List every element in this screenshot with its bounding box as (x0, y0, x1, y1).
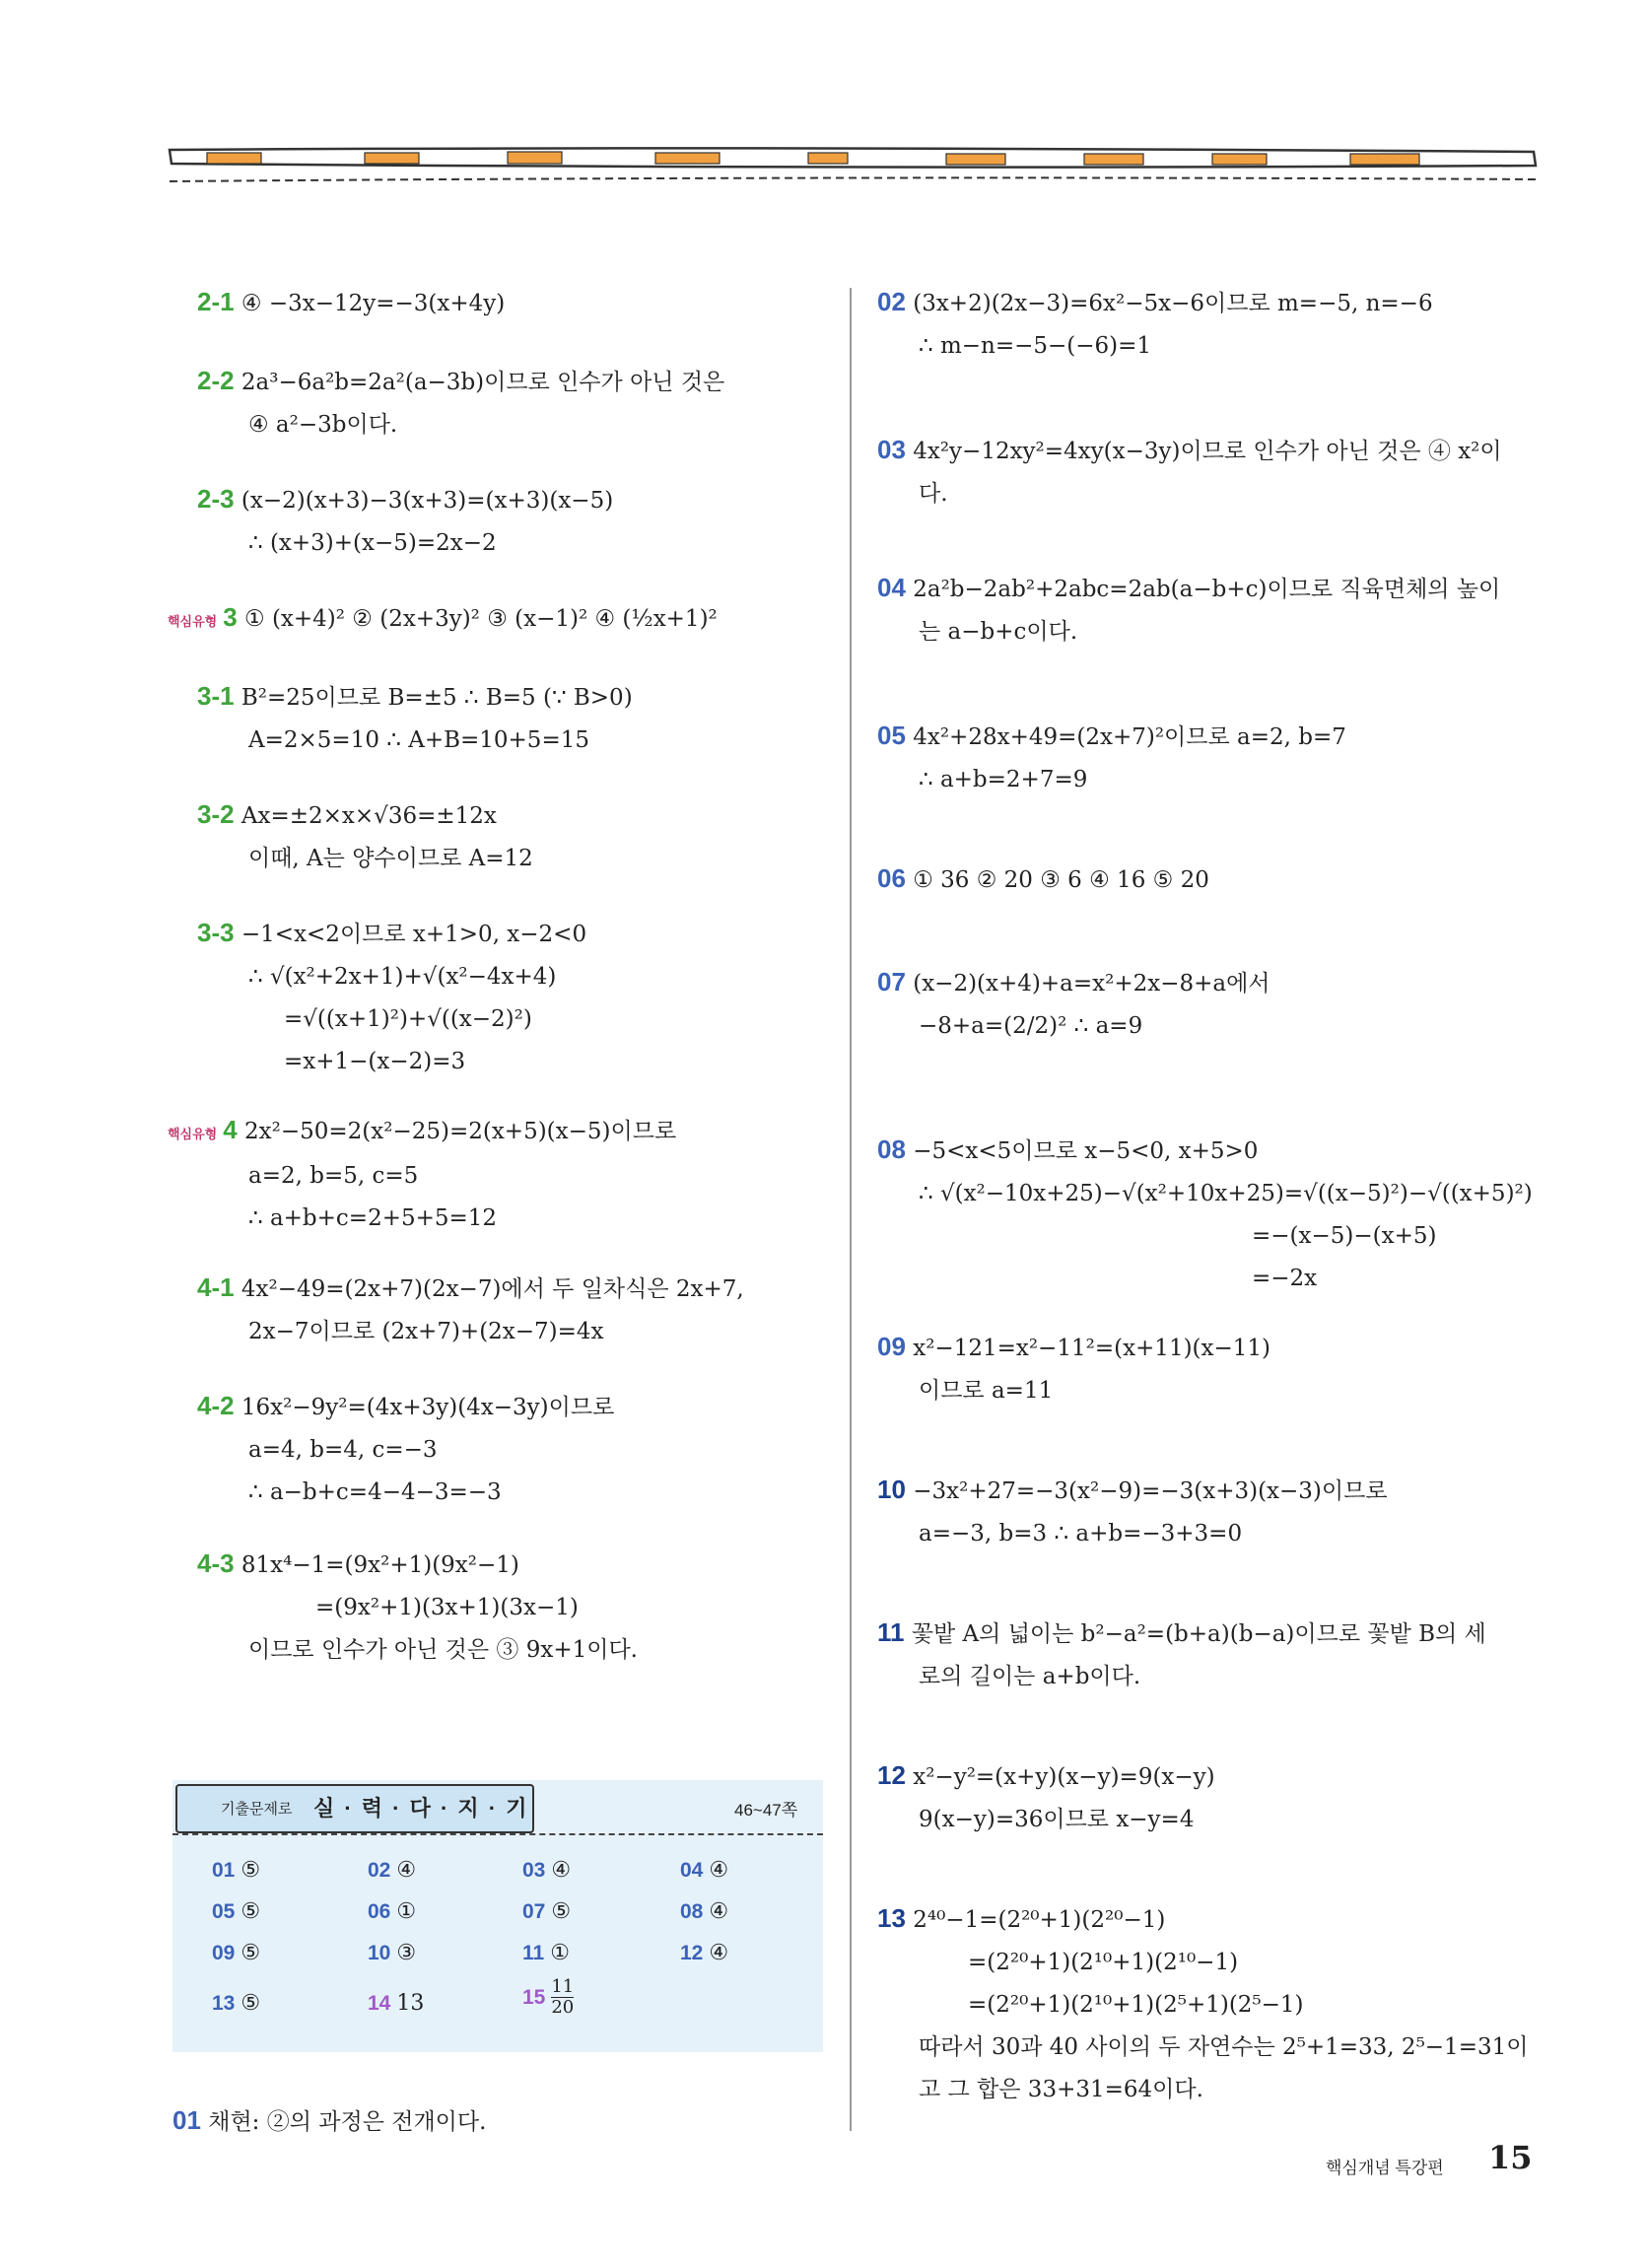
quick-answer-09 (212, 1941, 260, 1965)
quick-answer-value: ④ (709, 1899, 729, 1924)
quick-answer-14 (368, 1991, 424, 2016)
quick-answer-value: ④ (551, 1858, 572, 1883)
quick-answer-number: 10 (368, 1942, 391, 1964)
quick-answer-value: ⑤ (551, 1899, 572, 1924)
quick-answer-number: 06 (368, 1900, 391, 1923)
quick-answer-value: ⑤ (240, 1858, 261, 1883)
quick-answer-10 (368, 1941, 416, 1965)
answer-4-3: 4-3 81x⁴−1=(9x²+1)(9x²−1) =(9x²+1)(3x+1)(3x−1) 이므로 인수가 아닌 것은 ③ 9x+1이다. (197, 1548, 638, 1663)
answer-08: 08 −5<x<5이므로 x−5<0, x+5>0 ∴ √(x²−10x+25)−√(x²+10x+25)=√((x−5)²)−√((x+5)²) =−(x−5)−(x+5) =−2x (877, 1134, 1533, 1291)
quick-answer-number: 08 (680, 1900, 704, 1923)
quick-answer-13 (212, 1991, 260, 2016)
answer-10: 10 −3x²+27=−3(x²−9)=−3(x+3)(x−3)이므로 a=−3, b=3 ∴ a+b=−3+3=0 (877, 1475, 1388, 1546)
quick-answer-06 (368, 1899, 416, 1924)
header-title: 실 · 력 · 다 · 지 · 기 (313, 1796, 529, 1821)
quick-answer-number: 11 (522, 1942, 545, 1964)
quick-answer-number: 01 (212, 1859, 236, 1882)
quick-answer-value: ④ (396, 1858, 417, 1883)
quick-answer-07 (522, 1899, 571, 1924)
quick-answer-number: 14 (368, 1992, 391, 2015)
quick-answer-04 (680, 1858, 728, 1883)
quick-answer-number: 04 (680, 1859, 704, 1882)
fraction-numerator: 11 (551, 1976, 575, 1997)
column-divider (850, 288, 852, 2131)
quick-answer-value: ⑤ (240, 1941, 261, 1965)
answer-3-3: 3-3 −1<x<2이므로 x+1>0, x−2<0 ∴ √(x²+2x+1)+√(x²−4x+4) =√((x+1)²)+√((x−2)²) =x+1−(x−2)=3 (197, 918, 587, 1074)
quick-answer-number: 05 (212, 1900, 236, 1923)
dashed-separator (172, 1833, 823, 1835)
quick-answer-fraction (551, 1977, 574, 2018)
footer-label: 핵심개념 특강편 (1326, 2159, 1444, 2177)
answer-06: 06 ① 36 ② 20 ③ 6 ④ 16 ⑤ 20 (877, 863, 1209, 893)
quick-answers-header (175, 1784, 534, 1833)
quick-answer-value: ① (396, 1899, 417, 1924)
quick-answer-number: 12 (680, 1942, 704, 1964)
quick-answer-value: ③ (396, 1941, 417, 1965)
quick-answer-number: 02 (368, 1859, 391, 1882)
answer-11: 11 꽃밭 A의 넓이는 b²−a²=(b+a)(b−a)이므로 꽃밭 B의 세 로의 길이는 a+b이다. (877, 1617, 1486, 1689)
quick-answer-number: 07 (522, 1900, 546, 1923)
quick-answer-05 (212, 1899, 260, 1924)
quick-answer-value: 13 (396, 1991, 425, 2016)
answer-09: 09 x²−121=x²−11²=(x+11)(x−11) 이므로 a=11 (877, 1332, 1271, 1404)
answer-01-explanation: 01 채현: ②의 과정은 전개이다. (172, 2105, 487, 2135)
answer-2-2: 2-2 2a³−6a²b=2a²(a−3b)이므로 인수가 아닌 것은 ④ a²−3b이다. (197, 366, 725, 438)
quick-answer-15 (522, 1977, 574, 2018)
quick-answer-03 (522, 1858, 571, 1883)
quick-answer-value: ④ (709, 1941, 729, 1965)
fraction-denominator: 20 (551, 1997, 575, 2018)
answer-03: 03 4x²y−12xy²=4xy(x−3y)이므로 인수가 아닌 것은 ④ x²이 다. (877, 435, 1502, 507)
quick-answer-value: ⑤ (240, 1991, 261, 2016)
header-subtitle: 기출문제로 (221, 1801, 293, 1818)
answer-4-1: 4-1 4x²−49=(2x+7)(2x−7)에서 두 일차식은 2x+7, 2x−7이므로 (2x+7)+(2x−7)=4x (197, 1272, 744, 1344)
page-number: 15 (1488, 2139, 1533, 2176)
quick-answer-value: ⑤ (240, 1899, 261, 1924)
quick-answer-02 (368, 1858, 416, 1883)
quick-answer-08 (680, 1899, 728, 1924)
quick-answer-number: 13 (212, 1992, 236, 2015)
top-decoration (168, 146, 1538, 195)
quick-answer-value: ④ (709, 1858, 729, 1883)
answer-3-1: 3-1 B²=25이므로 B=±5 ∴ B=5 (∵ B>0) A=2×5=10 ∴ A+B=10+5=15 (197, 681, 633, 753)
quick-answer-number: 03 (522, 1859, 546, 1882)
quick-answer-11 (522, 1941, 570, 1965)
answer-2-3: 2-3 (x−2)(x+3)−3(x+3)=(x+3)(x−5) ∴ (x+3)+(x−5)=2x−2 (197, 484, 614, 556)
answer-05: 05 4x²+28x+49=(2x+7)²이므로 a=2, b=7 ∴ a+b=2+7=9 (877, 721, 1346, 792)
page-range: 46~47쪽 (734, 1801, 798, 1820)
answer-3: 핵심유형 3 ① (x+4)² ② (2x+3y)² ③ (x−1)² ④ (½x+1)² (168, 602, 718, 632)
quick-answer-number: 09 (212, 1942, 236, 1964)
quick-answer-number: 15 (522, 1985, 546, 2009)
quick-answer-value: ① (550, 1941, 570, 1965)
answer-02: 02 (3x+2)(2x−3)=6x²−5x−6이므로 m=−5, n=−6 ∴ m−n=−5−(−6)=1 (877, 287, 1433, 359)
answer-12: 12 x²−y²=(x+y)(x−y)=9(x−y) 9(x−y)=36이므로 x−y=4 (877, 1760, 1215, 1832)
answer-13: 13 2⁴⁰−1=(2²⁰+1)(2²⁰−1) =(2²⁰+1)(2¹⁰+1)(2¹⁰−1) =(2²⁰+1)(2¹⁰+1)(2⁵+1)(2⁵−1) 따라서 30과 40 사이의 두 자연수는 2⁵+1=33, 2⁵−1=31이 고 그 합은 33+31=64이다. (877, 1903, 1529, 2102)
answer-2-1: 2-1 ④ −3x−12y=−3(x+4y) (197, 287, 506, 316)
quick-answer-01 (212, 1858, 260, 1883)
answer-04: 04 2a²b−2ab²+2abc=2ab(a−b+c)이므로 직육면체의 높이 는 a−b+c이다. (877, 573, 1501, 645)
answer-4: 핵심유형 4 2x²−50=2(x²−25)=2(x+5)(x−5)이므로 a=2, b=5, c=5 ∴ a+b+c=2+5+5=12 (168, 1115, 677, 1231)
quick-answer-12 (680, 1941, 728, 1965)
answer-3-2: 3-2 Ax=±2×x×√36=±12x 이때, A는 양수이므로 A=12 (197, 799, 533, 871)
answer-07: 07 (x−2)(x+4)+a=x²+2x−8+a에서 −8+a=(2/2)² ∴ a=9 (877, 967, 1270, 1039)
answer-4-2: 4-2 16x²−9y²=(4x+3y)(4x−3y)이므로 a=4, b=4, c=−3 ∴ a−b+c=4−4−3=−3 (197, 1391, 615, 1505)
